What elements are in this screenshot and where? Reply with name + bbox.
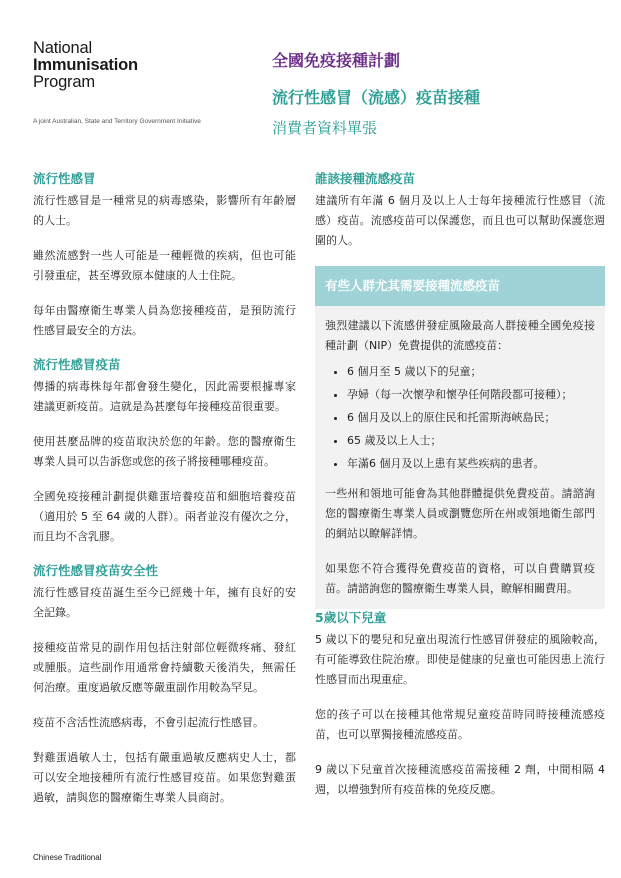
paragraph: 流行性感冒是一種常見的病毒感染，影響所有年齡層的人士。 bbox=[33, 194, 296, 227]
list-item: • 年滿6 個月及以上患有某些疾病的患者。 bbox=[347, 454, 595, 474]
page-title: 全國免疫接種計劃 bbox=[272, 51, 401, 70]
box-intro: 強烈建議以下流感併發症風險最高人群接種全國免疫接種計劃（NIP）免費提供的流感疫苗： bbox=[325, 319, 595, 352]
section-heading-vaccine: 流行性感冒疫苗 bbox=[33, 357, 121, 372]
paragraph: 流行性感冒疫苗誕生至今已經幾十年，擁有良好的安全記錄。 bbox=[33, 586, 296, 619]
paragraph: 每年由醫療衛生專業人員為您接種疫苗，是預防流行性感冒最安全的方法。 bbox=[33, 304, 296, 337]
paragraph: 如果您不符合獲得免費疫苗的資格，可以自費購買疫苗。請諮詢您的醫療衛生專業人員，瞭解相關費用。 bbox=[325, 562, 595, 595]
paragraph: 建議所有年滿 6 個月及以上人士每年接種流行性感冒（流感）疫苗。流感疫苗可以保護您，而且也可以幫助保護您週圍的人。 bbox=[315, 194, 605, 247]
right-column bbox=[315, 170, 605, 800]
paragraph: 9 歲以下兒童首次接種流感疫苗需接種 2 劑，中間相隔 4 週，以增強對所有疫苗株的免疫反應。 bbox=[315, 763, 605, 796]
paragraph: 5 歲以下的嬰兒和兒童出現流行性感冒併發症的風險較高，有可能導致住院治療。即使是健康的兒童也可能因患上流行性感冒而出現重症。 bbox=[315, 633, 605, 686]
paragraph: 疫苗不含活性流感病毒，不會引起流行性感冒。 bbox=[33, 716, 264, 729]
page-subtitle: 流行性感冒（流感）疫苗接種 bbox=[272, 88, 481, 107]
priority-groups-box bbox=[315, 266, 605, 609]
document-type: 消費者資料單張 bbox=[272, 119, 378, 137]
section-heading-who: 誰該接種流感疫苗 bbox=[315, 171, 416, 186]
list-item: • 65 歲及以上人士； bbox=[347, 431, 595, 451]
logo-line-3: Program bbox=[33, 73, 95, 91]
priority-groups-list bbox=[325, 362, 595, 474]
list-item: • 6 個月至 5 歲以下的兒童； bbox=[347, 362, 595, 382]
logo-line-2: Immunisation bbox=[33, 56, 138, 74]
paragraph: 您的孩子可以在接種其他常規兒童疫苗時同時接種流感疫苗，也可以單獨接種流感疫苗。 bbox=[315, 708, 605, 741]
list-item: • 6 個月及以上的原住民和托雷斯海峽島民； bbox=[347, 408, 595, 428]
paragraph: 全國免疫接種計劃提供雞蛋培養疫苗和細胞培養疫苗（適用於 5 至 64 歲的人群）。兩者並沒有優次之分，而且均不含乳膠。 bbox=[33, 490, 296, 543]
logo-tagline: A joint Australian, State and Territory Government Initiative bbox=[33, 118, 201, 125]
section-heading-children: 5歲以下兒童 bbox=[315, 610, 387, 625]
paragraph: 一些州和領地可能會為其他群體提供免費疫苗。請諮詢您的醫療衛生專業人員或瀏覽您所在州或領地衛生部門的網站以瞭解詳情。 bbox=[325, 487, 595, 540]
paragraph: 接種疫苗常見的副作用包括注射部位輕微疼痛、發紅或腫脹。這些副作用通常會持續數天後消失，無需任何治療。重度過敏反應等嚴重副作用較為罕見。 bbox=[33, 641, 296, 694]
paragraph: 對雞蛋過敏人士，包括有嚴重過敏反應病史人士，都可以安全地接種所有流行性感冒疫苗。如果您對雞蛋過敏，請與您的醫療衛生專業人員商討。 bbox=[33, 751, 296, 804]
logo-line-1: National bbox=[33, 39, 92, 57]
box-heading: 有些人群尤其需要接種流感疫苗 bbox=[315, 266, 605, 306]
footer-language: Chinese Traditional bbox=[33, 853, 102, 862]
paragraph: 使用甚麼品牌的疫苗取決於您的年齡。您的醫療衛生專業人員可以告訴您或您的孩子將接種哪種疫苗。 bbox=[33, 435, 296, 468]
section-heading-influenza: 流行性感冒 bbox=[33, 171, 96, 186]
section-heading-safety: 流行性感冒疫苗安全性 bbox=[33, 563, 159, 578]
paragraph: 雖然流感對一些人可能是一種輕微的疾病，但也可能引發重症，甚至導致原本健康的人士住院。 bbox=[33, 249, 296, 282]
left-column bbox=[33, 170, 296, 808]
paragraph: 傳播的病毒株每年都會發生變化，因此需要根據專家建議更新疫苗。這就是為甚麼每年接種疫苗很重要。 bbox=[33, 380, 296, 413]
nip-logo bbox=[33, 40, 138, 91]
list-item: • 孕婦（每一次懷孕和懷孕任何階段都可接種）； bbox=[347, 385, 595, 405]
